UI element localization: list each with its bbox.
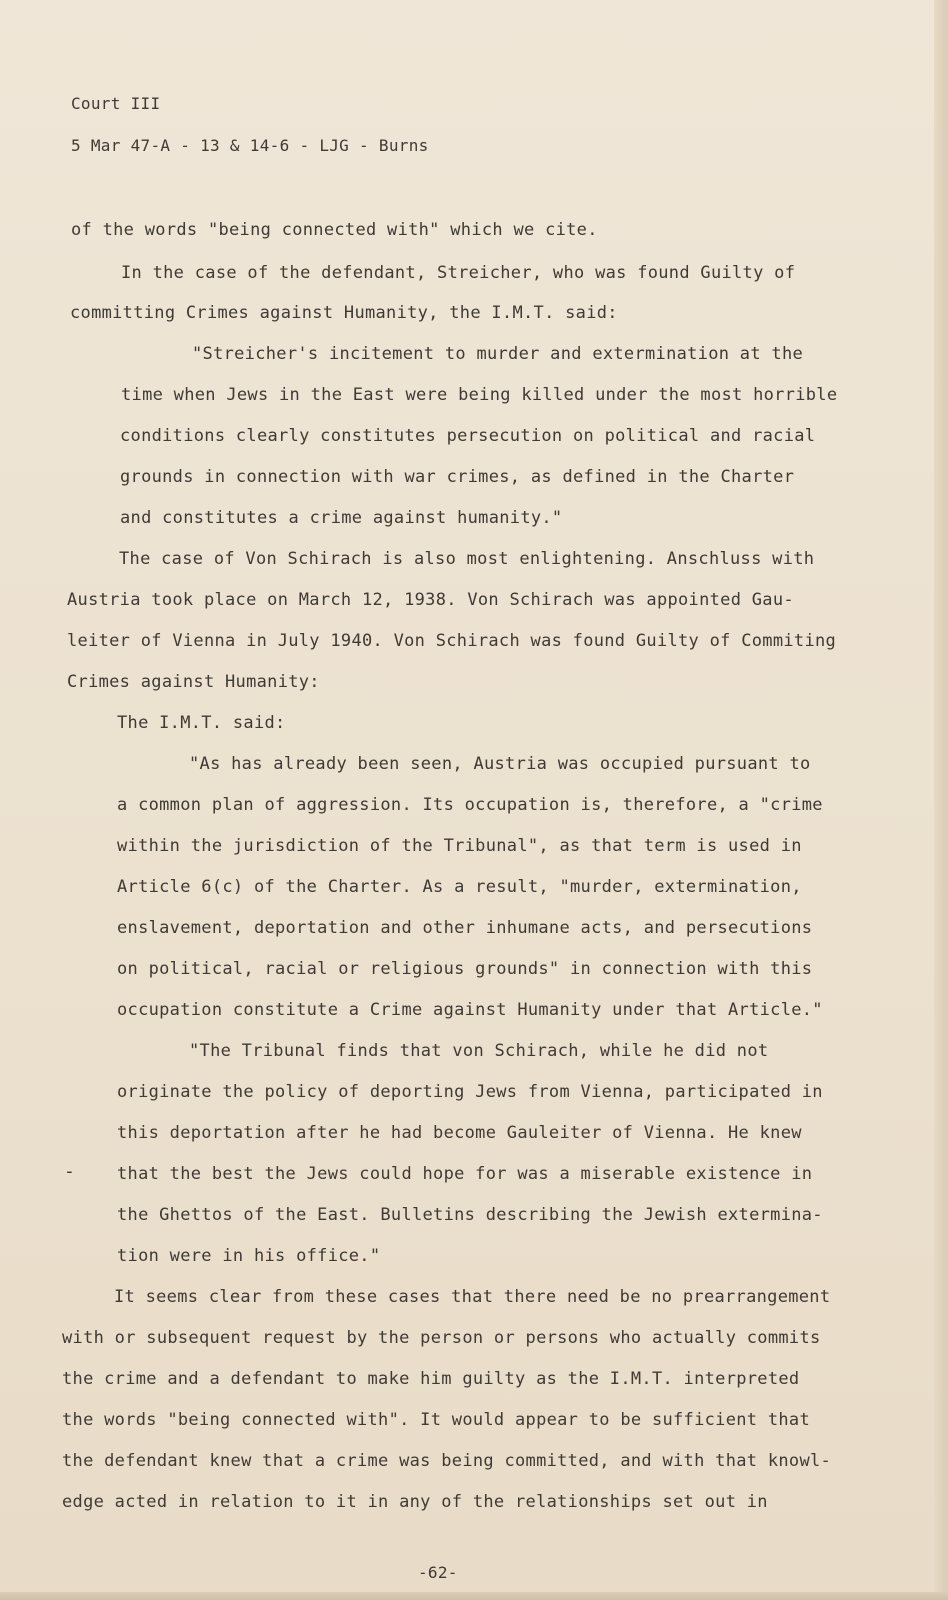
quote-line: that the best the Jews could hope for was a miserable existence in: [117, 1164, 813, 1184]
text-line: edge acted in relation to it in any of the relationships set out in: [62, 1492, 768, 1512]
quote-line: the Ghettos of the East. Bulletins describing the Jewish extermina-: [117, 1205, 823, 1225]
document-reference: 5 Mar 47-A - 13 & 14-6 - LJG - Burns: [71, 136, 429, 155]
court-label: Court III: [71, 94, 161, 113]
quote-line: and constitutes a crime against humanity.": [120, 508, 563, 528]
quote-line: Article 6(c) of the Charter. As a result, "murder, extermination,: [117, 877, 802, 897]
quote-line: this deportation after he had become Gauleiter of Vienna. He knew: [117, 1123, 802, 1143]
quote-line: occupation constitute a Crime against Humanity under that Article.": [117, 1000, 823, 1020]
text-line: In the case of the defendant, Streicher, who was found Guilty of: [121, 263, 796, 283]
quote-line: "Streicher's incitement to murder and extermination at the: [192, 344, 804, 364]
quote-line: enslavement, deportation and other inhumane acts, and persecutions: [117, 918, 813, 938]
quote-line: time when Jews in the East were being killed under the most horrible: [121, 385, 838, 405]
text-line: leiter of Vienna in July 1940. Von Schirach was found Guilty of Commiting: [67, 631, 837, 651]
quote-line: tion were in his office.": [117, 1246, 381, 1266]
quote-line: conditions clearly constitutes persecution on political and racial: [120, 426, 816, 446]
text-line: committing Crimes against Humanity, the I.M.T. said:: [70, 303, 618, 323]
text-line: Crimes against Humanity:: [67, 672, 320, 692]
page-number: -62-: [418, 1563, 458, 1582]
margin-mark: -: [64, 1161, 76, 1182]
quote-line: grounds in connection with war crimes, as defined in the Charter: [120, 467, 795, 487]
text-line: Austria took place on March 12, 1938. Von Schirach was appointed Gau-: [67, 590, 794, 610]
quote-line: a common plan of aggression. Its occupation is, therefore, a "crime: [117, 795, 823, 815]
text-line: the crime and a defendant to make him guilty as the I.M.T. interpreted: [62, 1369, 800, 1389]
quote-line: "As has already been seen, Austria was occupied pursuant to: [189, 754, 811, 774]
text-line: It seems clear from these cases that there need be no prearrangement: [114, 1287, 831, 1307]
text-line: The case of Von Schirach is also most enlightening. Anschluss with: [119, 549, 815, 569]
text-line: the words "being connected with". It would appear to be sufficient that: [62, 1410, 810, 1430]
quote-line: originate the policy of deporting Jews from Vienna, participated in: [117, 1082, 823, 1102]
quote-line: "The Tribunal finds that von Schirach, while he did not: [189, 1041, 769, 1061]
page-bottom-edge: [0, 1592, 948, 1600]
text-line: with or subsequent request by the person or persons who actually commits: [62, 1328, 821, 1348]
text-line: The I.M.T. said:: [117, 713, 286, 733]
quote-line: on political, racial or religious grounds" in connection with this: [117, 959, 813, 979]
text-line: of the words "being connected with" which we cite.: [71, 220, 598, 240]
quote-line: within the jurisdiction of the Tribunal", as that term is used in: [117, 836, 802, 856]
page-edge-shadow: [934, 0, 948, 1600]
text-line: the defendant knew that a crime was being committed, and with that knowl-: [62, 1451, 832, 1471]
